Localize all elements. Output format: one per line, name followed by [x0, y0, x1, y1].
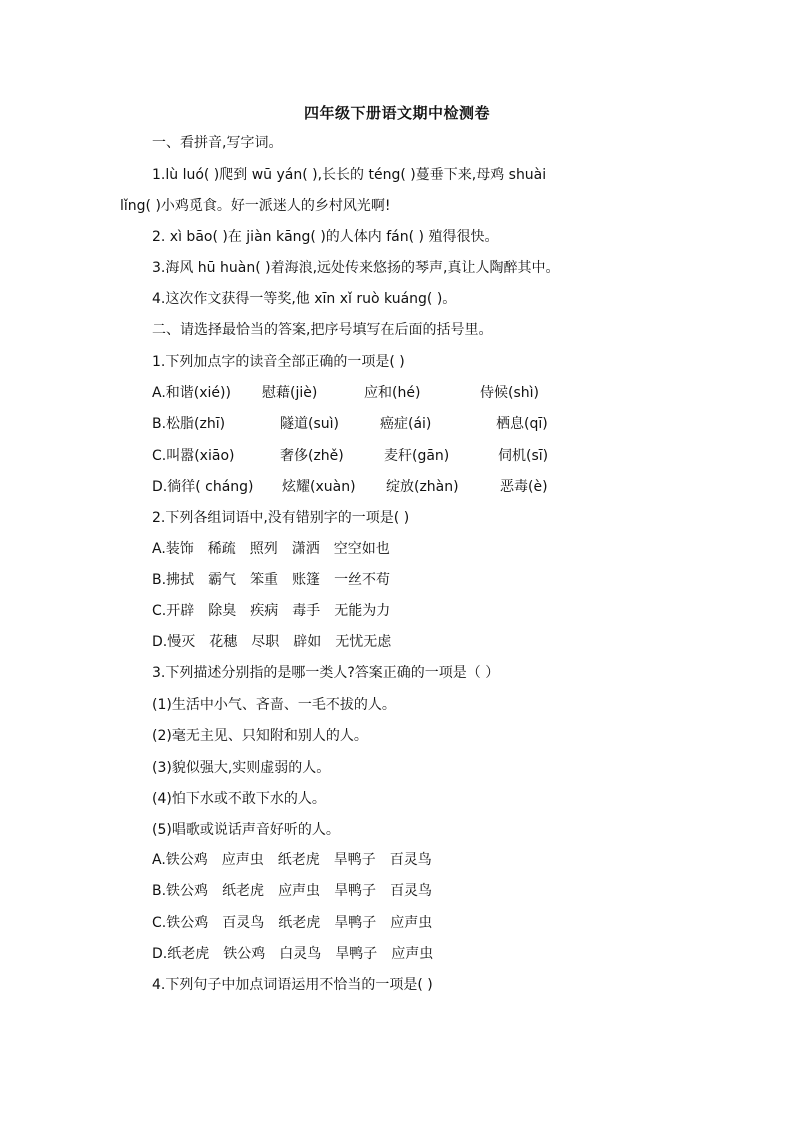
- option-text: D.慢灭: [152, 634, 196, 650]
- option-text: 慰藉(jiè): [262, 385, 318, 401]
- option-text: 百灵鸟: [389, 852, 432, 868]
- s1-q3: 3.海风 hū huàn( )着海浪,远处传来悠扬的琴声,真让人陶醉其中。: [152, 260, 560, 276]
- s2-q2-option-c: [152, 601, 404, 621]
- option-text: 纸老虎: [277, 852, 320, 868]
- s2-q4-stem: 4.下列句子中加点词语运用不恰当的一项是( ): [152, 977, 433, 993]
- s2-q1-stem: 1.下列加点字的读音全部正确的一项是( ): [152, 354, 405, 370]
- option-text: 侍候(shì): [480, 385, 539, 401]
- option-text: C.开辟: [152, 603, 195, 619]
- option-text: B.铁公鸡: [152, 883, 209, 899]
- s1-q1-line2: lǐng( )小鸡觅食。好一派迷人的乡村风光啊!: [120, 198, 391, 214]
- option-text: 旱鸭子: [334, 915, 377, 931]
- option-text: 应声虫: [391, 946, 434, 962]
- s2-q3-item: (4)怕下水或不敢下水的人。: [152, 791, 326, 807]
- option-text: 笨重: [250, 572, 279, 588]
- s2-q2-option-a: [152, 539, 404, 559]
- s2-q3-item: (5)唱歌或说话声音好听的人。: [152, 822, 340, 838]
- option-text: 旱鸭子: [334, 883, 377, 899]
- section2-heading: 二、请选择最恰当的答案,把序号填写在后面的括号里。: [152, 322, 493, 338]
- option-text: 辟如: [293, 634, 322, 650]
- s2-q2-stem: 2.下列各组词语中,没有错别字的一项是( ): [152, 510, 410, 526]
- s1-q4: 4.这次作文获得一等奖,他 xīn xǐ ruò kuáng( )。: [152, 291, 457, 307]
- option-text: 白灵鸟: [279, 946, 322, 962]
- option-text: 栖息(qī): [496, 416, 548, 432]
- option-text: 空空如也: [333, 541, 390, 557]
- option-text: 照列: [249, 541, 278, 557]
- option-text: 账篷: [292, 572, 321, 588]
- option-text: C.叫嚣(xiāo): [152, 448, 235, 464]
- s2-q3-option-a: [152, 850, 446, 870]
- option-text: 纸老虎: [222, 883, 265, 899]
- option-text: 百灵鸟: [390, 883, 433, 899]
- option-text: 纸老虎: [278, 915, 321, 931]
- s2-q1-option-c: [152, 446, 578, 466]
- s2-q1-option-a: [152, 383, 560, 403]
- s2-q3-option-b: [152, 881, 446, 901]
- option-text: A.和谐(xié)): [152, 385, 231, 401]
- option-text: 一丝不苟: [334, 572, 391, 588]
- option-text: 铁公鸡: [223, 946, 266, 962]
- option-text: 炫耀(xuàn): [282, 479, 356, 495]
- option-text: 奢侈(zhě): [280, 448, 344, 464]
- option-text: D.徜徉( cháng): [152, 479, 254, 495]
- option-text: 霸气: [208, 572, 237, 588]
- s2-q3-stem: 3.下列描述分别指的是哪一类人?答案正确的一项是（ ）: [152, 665, 500, 681]
- option-text: 无忧无虑: [335, 634, 392, 650]
- option-text: 麦秆(gān): [384, 448, 450, 464]
- s1-q1-line1: 1.lù luó( )爬到 wū yán( ),长长的 téng( )蔓垂下来,母鸡 shuài: [152, 167, 547, 183]
- option-text: 尽职: [251, 634, 280, 650]
- option-text: C.铁公鸡: [152, 915, 209, 931]
- s2-q3-option-d: [152, 944, 447, 964]
- option-text: 应和(hé): [364, 385, 421, 401]
- s2-q2-option-b: [152, 570, 404, 590]
- option-text: 潇洒: [291, 541, 320, 557]
- option-text: 旱鸭子: [335, 946, 378, 962]
- option-text: 疾病: [250, 603, 279, 619]
- option-text: 应声虫: [221, 852, 264, 868]
- option-text: D.纸老虎: [152, 946, 210, 962]
- s2-q3-item: (3)貌似强大,实则虚弱的人。: [152, 760, 331, 776]
- s2-q2-option-d: [152, 632, 405, 652]
- option-text: A.铁公鸡: [152, 852, 208, 868]
- s2-q3-option-c: [152, 913, 446, 933]
- option-text: B.拂拭: [152, 572, 195, 588]
- option-text: B.松脂(zhī): [152, 416, 226, 432]
- option-text: 稀疏: [207, 541, 236, 557]
- s2-q1-option-b: [152, 414, 576, 434]
- option-text: 花穗: [209, 634, 238, 650]
- option-text: 绽放(zhàn): [386, 479, 459, 495]
- option-text: 百灵鸟: [222, 915, 265, 931]
- option-text: 伺机(sī): [498, 448, 549, 464]
- option-text: 毒手: [292, 603, 321, 619]
- option-text: 恶毒(è): [500, 479, 548, 495]
- option-text: 隧道(suì): [280, 416, 339, 432]
- option-text: 癌症(ái): [380, 416, 432, 432]
- page-title: 四年级下册语文期中检测卷: [303, 104, 490, 122]
- option-text: A.装饰: [152, 541, 194, 557]
- option-text: 无能为力: [334, 603, 391, 619]
- s2-q3-item: (1)生活中小气、吝啬、一毛不拔的人。: [152, 697, 396, 713]
- option-text: 应声虫: [278, 883, 321, 899]
- s2-q1-option-d: [152, 477, 580, 497]
- option-text: 除臭: [208, 603, 237, 619]
- s1-q2: 2. xì bāo( )在 jiàn kāng( )的人体内 fán( ) 殖得很快。: [152, 229, 499, 245]
- s2-q3-item: (2)毫无主见、只知附和别人的人。: [152, 728, 368, 744]
- option-text: 旱鸭子: [333, 852, 376, 868]
- option-text: 应声虫: [390, 915, 433, 931]
- section1-heading: 一、看拼音,写字词。: [152, 135, 283, 151]
